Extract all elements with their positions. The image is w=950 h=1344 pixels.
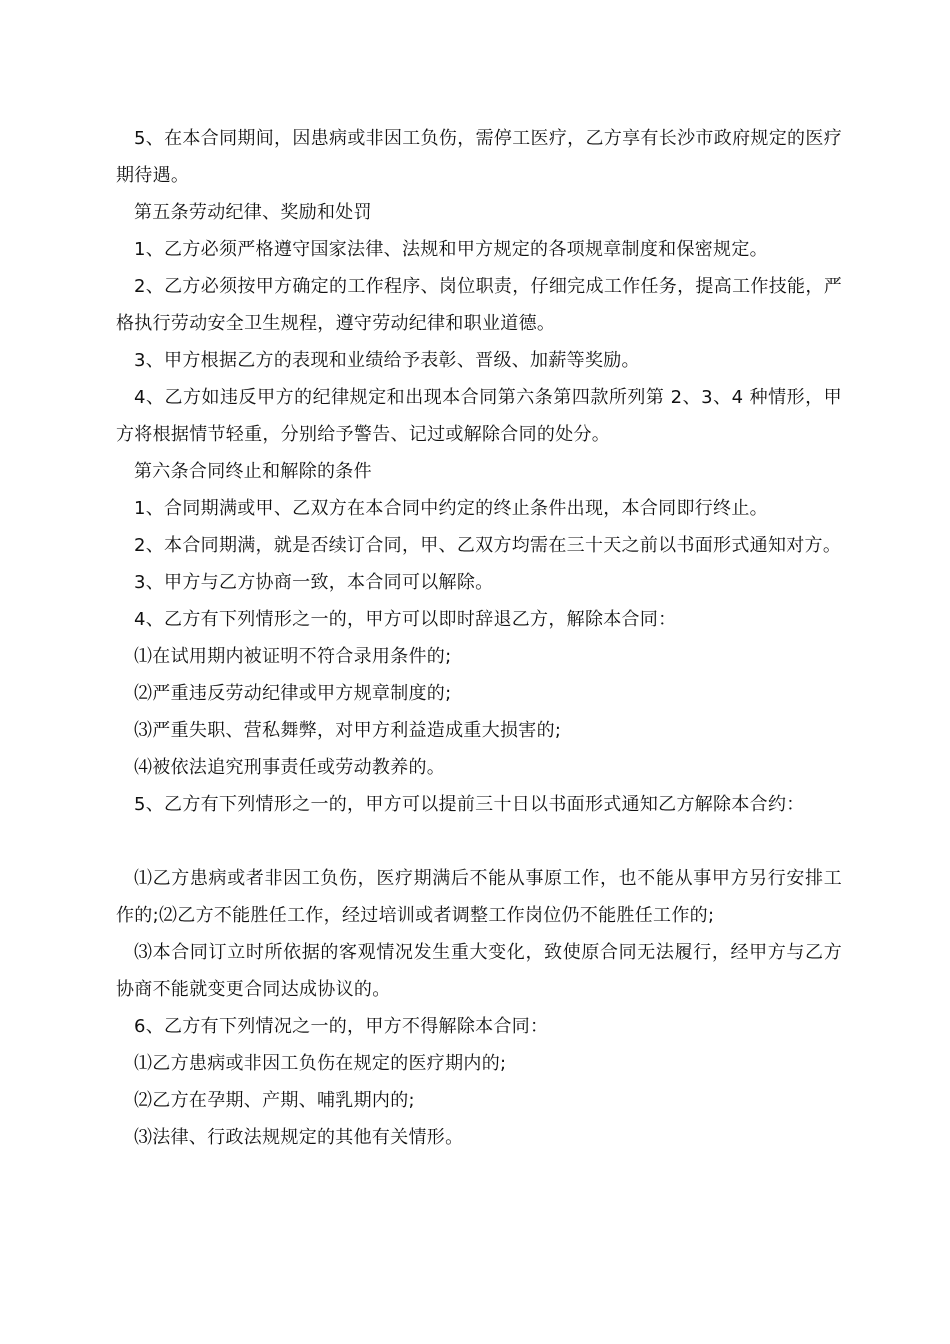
paragraph: 1、乙方必须严格遵守国家法律、法规和甲方规定的各项规章制度和保密规定。 — [134, 239, 768, 260]
blank-line — [116, 823, 842, 860]
list-item: ⑴乙方患病或非因工负伤在规定的医疗期内的; — [134, 1053, 507, 1074]
list-item: ⑶本合同订立时所依据的客观情况发生重大变化，致使原合同无法履行，经甲方与乙方协商不能就变更合同达成协议的。 — [116, 942, 842, 1000]
paragraph: 2、本合同期满，就是否续订合同，甲、乙双方均需在三十天之前以书面形式通知对方。 — [134, 535, 842, 556]
list-item: ⑶法律、行政法规规定的其他有关情形。 — [134, 1127, 464, 1148]
paragraph: 1、合同期满或甲、乙双方在本合同中约定的终止条件出现，本合同即行终止。 — [134, 498, 768, 519]
list-item: ⑵乙方在孕期、产期、哺乳期内的; — [134, 1090, 415, 1111]
paragraph: 5、在本合同期间，因患病或非因工负伤，需停工医疗，乙方享有长沙市政府规定的医疗期待遇。 — [116, 128, 842, 186]
paragraph: 3、甲方与乙方协商一致，本合同可以解除。 — [134, 572, 494, 593]
list-item: ⑴在试用期内被证明不符合录用条件的; — [134, 646, 452, 667]
document-body — [116, 120, 842, 1156]
list-item: ⑵严重违反劳动纪律或甲方规章制度的; — [134, 683, 452, 704]
paragraph: 3、甲方根据乙方的表现和业绩给予表彰、晋级、加薪等奖励。 — [134, 350, 640, 371]
list-item: ⑶严重失职、营私舞弊，对甲方利益造成重大损害的; — [134, 720, 562, 741]
paragraph: 4、乙方有下列情形之一的，甲方可以即时辞退乙方，解除本合同： — [134, 609, 677, 630]
list-item: ⑷被依法追究刑事责任或劳动教养的。 — [134, 757, 446, 778]
section-heading: 第五条劳动纪律、奖励和处罚 — [134, 202, 372, 223]
section-heading: 第六条合同终止和解除的条件 — [134, 461, 372, 482]
paragraph: 4、乙方如违反甲方的纪律规定和出现本合同第六条第四款所列第 2、3、4 种情形，甲方将根据情节轻重，分别给予警告、记过或解除合同的处分。 — [116, 387, 842, 445]
list-item: ⑴乙方患病或者非因工负伤，医疗期满后不能从事原工作，也不能从事甲方另行安排工作的;⑵乙方不能胜任工作，经过培训或者调整工作岗位仍不能胜任工作的; — [116, 868, 842, 926]
paragraph: 2、乙方必须按甲方确定的工作程序、岗位职责，仔细完成工作任务，提高工作技能，严格执行劳动安全卫生规程，遵守劳动纪律和职业道德。 — [116, 276, 842, 334]
paragraph: 5、乙方有下列情形之一的，甲方可以提前三十日以书面形式通知乙方解除本合约： — [134, 794, 805, 815]
paragraph: 6、乙方有下列情况之一的，甲方不得解除本合同： — [134, 1016, 549, 1037]
